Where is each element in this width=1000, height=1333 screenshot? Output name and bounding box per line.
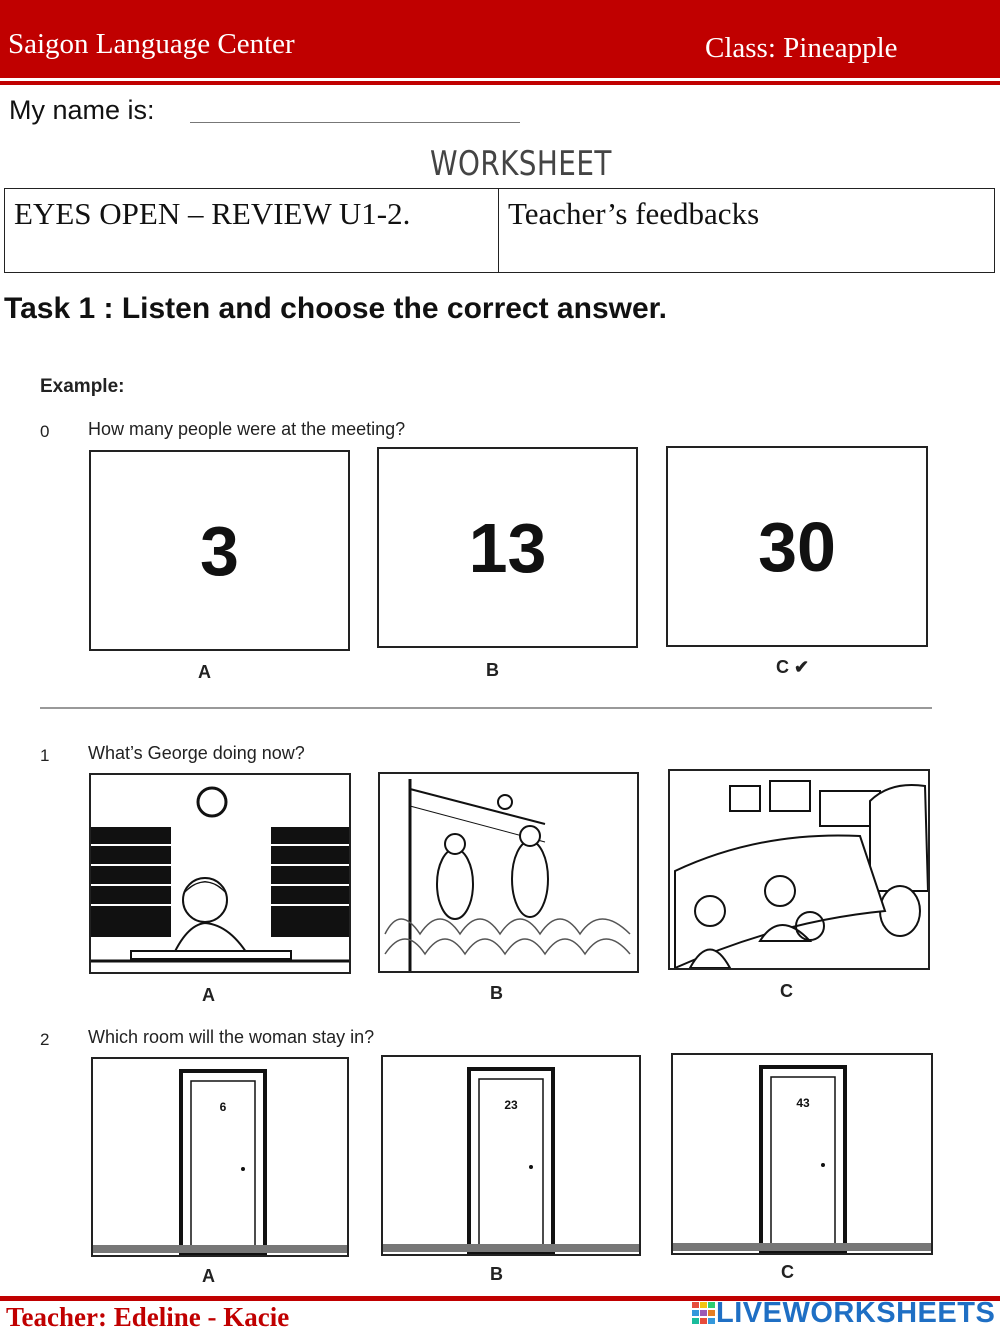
room-number-c: 43 [796,1096,810,1110]
q1-option-b: B [490,983,503,1003]
example-number-b: 13 [468,508,547,587]
room-number-b: 23 [504,1098,518,1112]
q1-option-a: A [202,985,215,1005]
lesson-title: EYES OPEN – REVIEW U1-2. [14,196,411,231]
teacher-name: Teacher: Edeline - Kacie [6,1302,290,1332]
q2-option-a-box[interactable] [91,1057,349,1257]
room-number-a: 6 [219,1100,227,1114]
task-heading: Task 1 : Listen and choose the correct answer. [4,292,668,325]
class-name: Class: Pineapple [705,32,898,64]
q1-option-b-box[interactable] [378,772,639,973]
q1-option-c-box[interactable] [668,769,930,970]
example-option-a: A [198,662,211,682]
header-rule [0,81,1000,85]
door-illustration-c [673,1055,931,1253]
example-number-c: 30 [758,507,836,586]
info-table-divider [498,188,499,273]
liveworksheets-brand [692,1296,995,1330]
liveworksheets-wordmark: LIVEWORKSHEETS [716,1296,996,1329]
q2-option-b-box[interactable] [381,1055,641,1256]
example-option-b: B [486,660,499,680]
q1-question: What’s George doing now? [88,743,305,763]
q1-option-a-box[interactable] [89,773,351,974]
example-option-b-box[interactable] [377,447,638,648]
q2-number: 2 [40,1030,50,1049]
example-option-a-box[interactable] [89,450,350,651]
example-option-c: C ✔ [776,657,810,677]
q2-option-a: A [202,1266,215,1286]
example-option-c-box[interactable] [666,446,928,647]
teacher-feedback-label: Teacher’s feedbacks [508,196,760,231]
worksheet-title: WORKSHEET [430,144,612,184]
name-label: My name is: [9,95,155,125]
example-label: Example: [40,376,125,397]
q2-option-c: C [781,1262,794,1282]
example-number: 0 [40,422,50,441]
q2-option-b: B [490,1264,503,1284]
volleyball-game-illustration [380,774,637,971]
example-question: How many people were at the meeting? [88,419,406,439]
office-desk-illustration [91,775,349,972]
liveworksheets-logo-icon [692,1302,716,1324]
q2-option-c-box[interactable] [671,1053,933,1255]
q1-number: 1 [40,746,50,765]
center-name: Saigon Language Center [8,28,295,60]
section-divider [40,707,932,709]
name-input-line[interactable] [190,122,520,123]
q2-question: Which room will the woman stay in? [88,1027,375,1047]
q1-option-c: C [780,981,793,1001]
door-illustration-a [93,1059,347,1255]
door-illustration-b [383,1057,639,1254]
car-driving-illustration [670,771,928,968]
example-number-a: 3 [200,511,239,590]
